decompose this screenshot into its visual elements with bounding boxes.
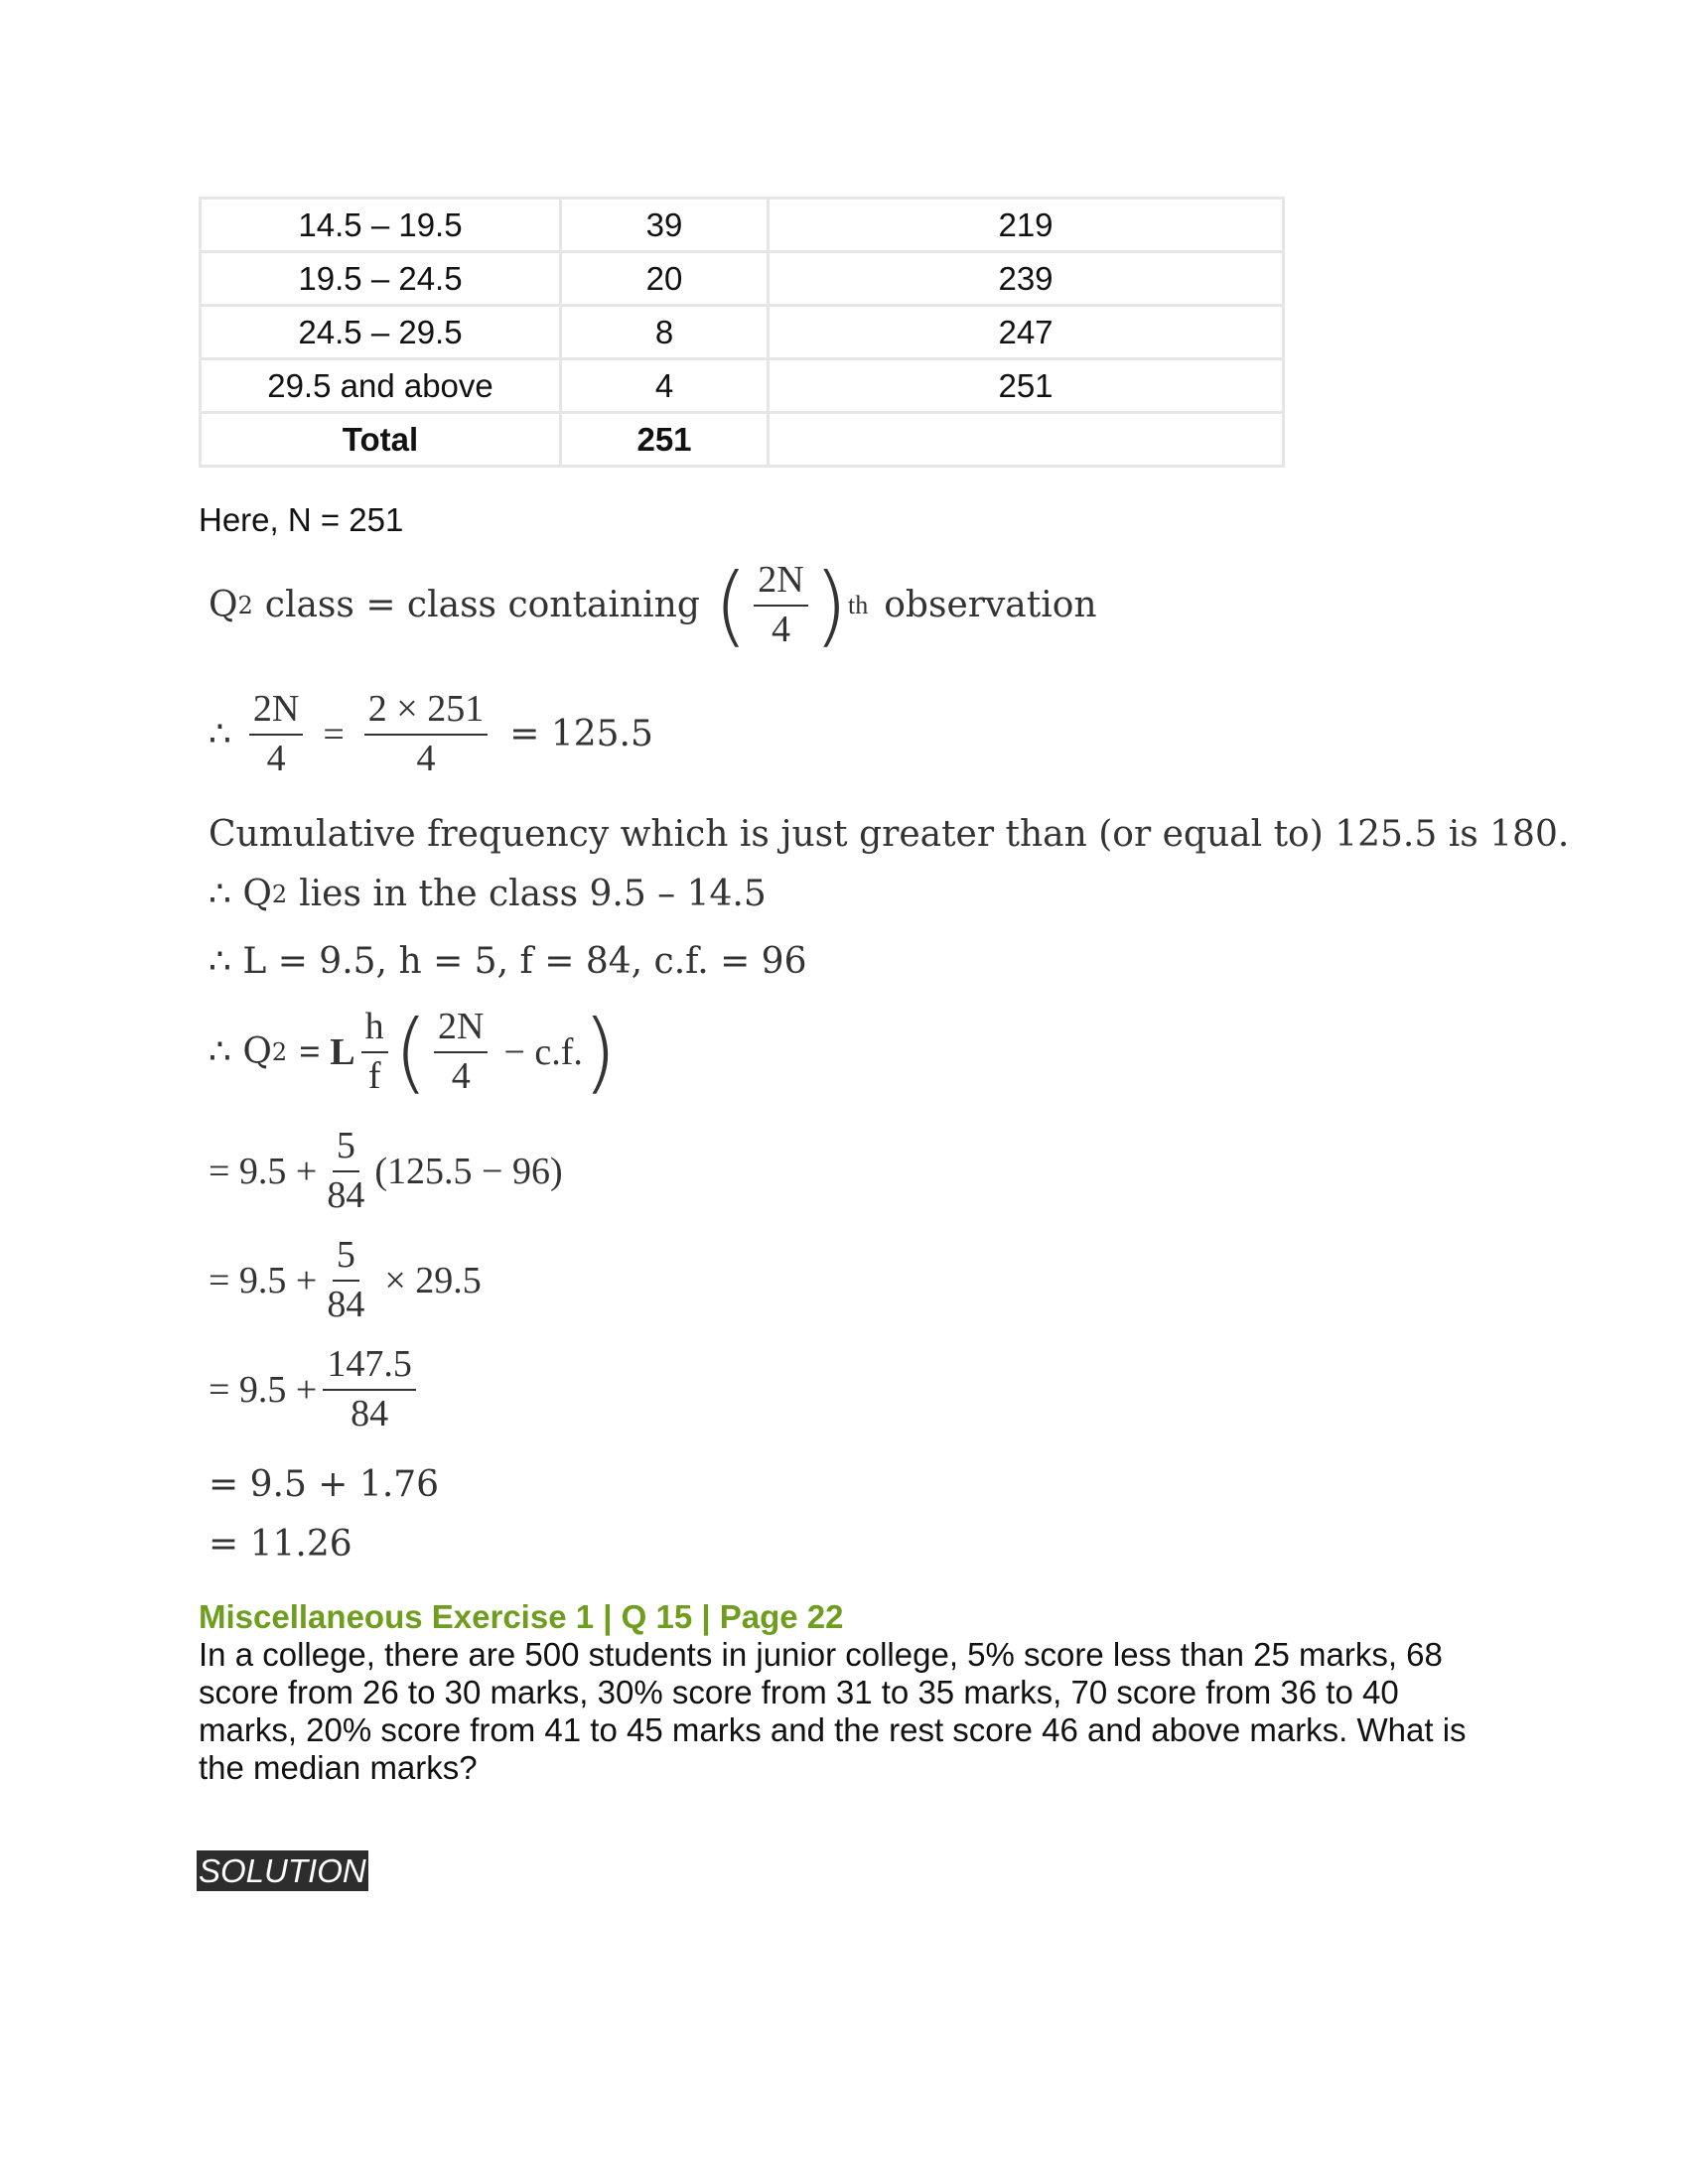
- q-subscript: 2: [271, 880, 288, 908]
- question-heading[interactable]: Miscellaneous Exercise 1 | Q 15 | Page 22: [199, 1598, 844, 1635]
- calc-line-5: = 11.26: [209, 1524, 352, 1565]
- right-paren: ): [813, 553, 849, 656]
- here-line: Here, N = 251: [199, 501, 404, 538]
- left-paren: (: [393, 1000, 428, 1103]
- fraction-denominator: 4: [771, 608, 790, 650]
- fraction-denominator: 84: [327, 1283, 365, 1325]
- fraction-denominator: 4: [416, 737, 436, 779]
- cumulative-frequency-cell: 247: [769, 306, 1284, 359]
- minus-cf: − c.f.: [503, 1030, 583, 1073]
- class-interval-cell: 29.5 and above: [201, 359, 561, 413]
- total-label-cell: Total: [201, 413, 561, 467]
- step1-line: [209, 690, 653, 779]
- equals-sign: =: [323, 713, 345, 755]
- table-total-row: [201, 413, 1284, 467]
- fraction-numerator: 2 × 251: [364, 690, 488, 736]
- fraction-denominator: 84: [327, 1173, 365, 1216]
- formula-line: [209, 1000, 618, 1103]
- values-line: ∴ L = 9.5, h = 5, f = 84, c.f. = 96: [209, 941, 807, 982]
- q-symbol: ∴ Q: [209, 874, 272, 914]
- lies-text: lies in the class 9.5 – 14.5: [299, 874, 767, 914]
- q-symbol: ∴ Q: [209, 1031, 272, 1073]
- class-interval-cell: 24.5 – 29.5: [201, 306, 561, 359]
- fraction-2n-4: [249, 690, 303, 779]
- fraction-denominator: 84: [351, 1392, 389, 1434]
- fraction-147-84: [323, 1345, 416, 1434]
- calc-lead: = 9.5 +: [209, 1368, 318, 1411]
- fraction-denominator: 4: [266, 737, 286, 779]
- fraction-5-84: [323, 1127, 368, 1216]
- question-text: In a college, there are 500 students in junior college, 5% score less than 25 marks, 68 score from 26 to 30 marks, 30% score from 31 to 35 marks, 70 score from 36 to 40 marks, 20% score from 41 to 45 marks and the rest score 46 and above marks. What is the median marks?: [199, 1636, 1467, 1786]
- therefore-symbol: ∴: [209, 714, 231, 755]
- q2-class-text: class = class containing: [264, 585, 700, 626]
- class-interval-cell: 14.5 – 19.5: [201, 199, 561, 252]
- solution-container: [197, 1852, 368, 1890]
- q-subscript: 2: [237, 591, 253, 619]
- fraction-numerator: 147.5: [323, 1345, 416, 1391]
- frequency-cell: 39: [561, 199, 769, 252]
- total-value-cell: 251: [561, 413, 769, 467]
- fraction-numerator: 5: [333, 1236, 359, 1282]
- calc-line-2: [209, 1236, 482, 1325]
- q-subscript: 2: [271, 1037, 288, 1066]
- cumulative-frequency-cell: 239: [769, 252, 1284, 306]
- calc-tail: (125.5 − 96): [374, 1150, 563, 1192]
- table-row: [201, 306, 1284, 359]
- frequency-table: [199, 197, 1285, 468]
- calc-lead: = 9.5 +: [209, 1150, 318, 1192]
- table-row: [201, 199, 1284, 252]
- calc-line-3: [209, 1345, 422, 1434]
- left-paren: (: [713, 553, 749, 656]
- table-row: [201, 359, 1284, 413]
- calc-line-4: = 9.5 + 1.76: [209, 1464, 440, 1505]
- fraction-2n-4: [754, 561, 807, 650]
- q-symbol: Q: [209, 585, 238, 626]
- fraction-2x251-4: [364, 690, 488, 779]
- fraction-numerator: 2N: [434, 1008, 488, 1053]
- cumulative-frequency-cell: 219: [769, 199, 1284, 252]
- fraction-numerator: 2N: [754, 561, 807, 607]
- q2-class-line: [209, 553, 1097, 656]
- fraction-2n-4: [434, 1008, 488, 1097]
- calc-line-1: [209, 1127, 563, 1216]
- cumulative-frequency-cell: 251: [769, 359, 1284, 413]
- fraction-numerator: h: [361, 1008, 388, 1053]
- fraction-denominator: 4: [451, 1054, 471, 1097]
- frequency-cell: 8: [561, 306, 769, 359]
- calc-tail: × 29.5: [384, 1259, 482, 1301]
- total-empty-cell: [769, 413, 1284, 467]
- fraction-h-f: [361, 1008, 388, 1097]
- class-interval-cell: 19.5 – 24.5: [201, 252, 561, 306]
- frequency-cell: 4: [561, 359, 769, 413]
- observation-text: observation: [884, 585, 1097, 626]
- superscript-th: th: [848, 590, 869, 619]
- table-row: [201, 252, 1284, 306]
- solution-button[interactable]: SOLUTION: [199, 1852, 366, 1889]
- calc-lead: = 9.5 +: [209, 1259, 318, 1301]
- fraction-numerator: 5: [333, 1127, 359, 1172]
- cumulative-text: Cumulative frequency which is just greater than (or equal to) 125.5 is 180.: [209, 814, 1570, 855]
- equals-l: = L: [299, 1030, 355, 1073]
- q2-lies-line: [209, 874, 767, 914]
- frequency-cell: 20: [561, 252, 769, 306]
- right-paren: ): [582, 1000, 618, 1103]
- fraction-5-84: [323, 1236, 368, 1325]
- step1-result: = 125.5: [509, 714, 653, 755]
- fraction-denominator: f: [367, 1054, 381, 1097]
- fraction-numerator: 2N: [249, 690, 303, 736]
